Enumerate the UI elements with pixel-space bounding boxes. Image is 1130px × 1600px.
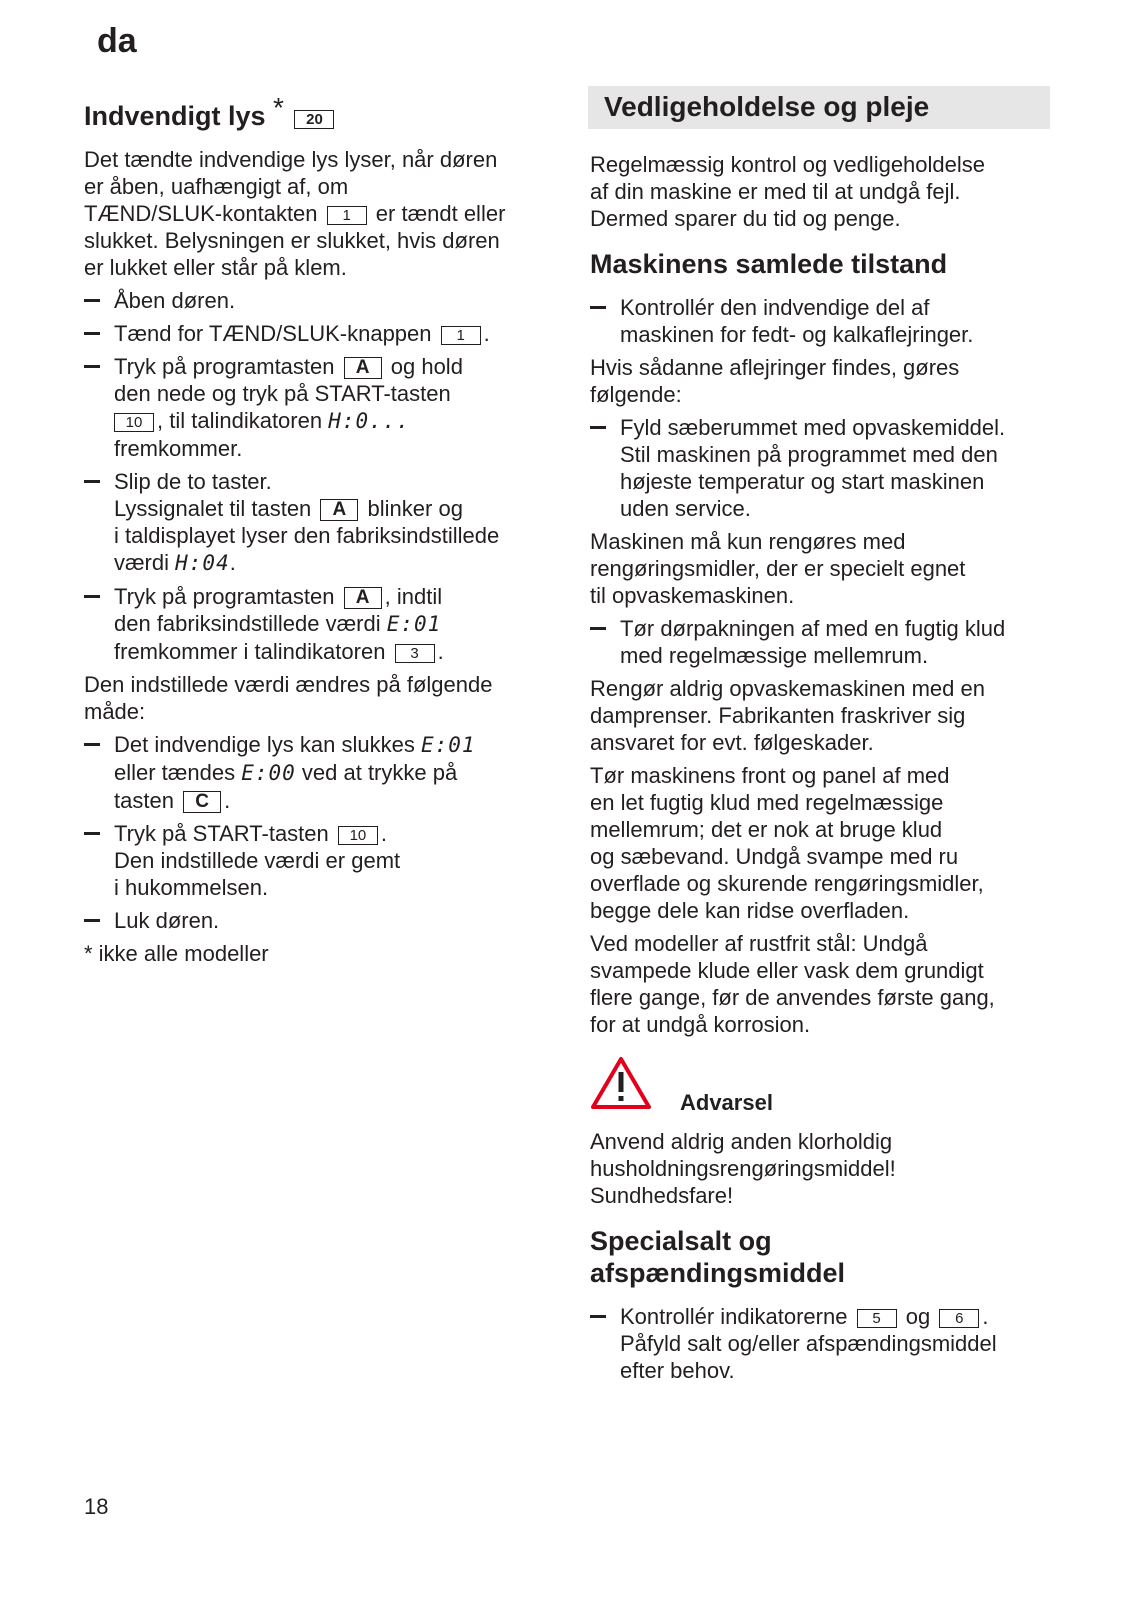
key-a-box: A [344,587,382,609]
paragraph: Rengør aldrig opvaskemaskinen med en damprenser. Fabrikanten fraskriver sig ansvaret for evt. følgeskader. [590,676,985,755]
ref-box: 10 [338,826,378,845]
warning-triangle-icon [590,1056,652,1110]
change-value-paragraph: Den indstillede værdi ændres på følgende måde: [84,672,493,724]
left-column [84,92,554,973]
list-item: Luk døren. [84,907,554,934]
key-c-box: C [183,791,221,813]
ref-box: 1 [327,206,367,225]
check-list [590,294,1050,348]
list-item: Slip de to taster. Lyssignalet til tasten A blinker og i taldisplayet lyser den fabriksindstillede værdi H:04. [84,468,554,577]
list-item: Tryk på START-tasten 10 . Den indstillede værdi er gemt i hukommelsen. [84,820,554,901]
list-item: Kontrollér indikatorerne 5 og 6 . Påfyld salt og/eller afspændingsmiddel efter behov. [590,1303,1050,1384]
warning-title: Advarsel [680,1090,773,1115]
display-value: E:00 [241,761,296,785]
section-heading-interior-light [84,92,554,132]
warning-text: Anvend aldrig anden klorholdig husholdningsrengøringsmiddel! Sundhedsfare! [590,1129,896,1208]
section-heading-maintenance: Vedligeholdelse og pleje [588,86,1050,129]
list-item: Åben døren. [84,287,554,314]
list-item: Tryk på programtasten A , indtil den fabriksindstillede værdi E:01 fremkommer i talindikatoren 3 . [84,583,554,665]
list-item: Det indvendige lys kan slukkes E:01 eller tændes E:00 ved at trykke på tasten C . [84,731,554,814]
heading-text: Indvendigt lys [84,101,266,131]
change-steps-list [84,731,554,934]
key-a-box: A [344,357,382,379]
wipe-list [590,615,1050,669]
display-value: H:04 [175,551,230,575]
display-value: H:0... [328,409,411,433]
display-value: E:01 [420,733,476,757]
intro-paragraph: Det tændte indvendige lys lyser, når døren er åben, uafhængigt af, om TÆND/SLUK-kontakten 1 er tændt eller slukket. Belysningen er slukket, hvis døren er lukket eller står på klem. [84,147,506,280]
paragraph: Tør maskinens front og panel af med en let fugtig klud med regelmæssige mellemrum; det er nok at bruge klud og sæbevand. Undgå svampe med ru overflade og skurende rengøringsmidler, begge dele kan ridse overfladen. [590,763,984,923]
ref-box: 3 [395,644,435,663]
list-item: Tør dørpakningen af med en fugtig klud med regelmæssige mellemrum. [590,615,1050,669]
paragraph: Ved modeller af rustfrit stål: Undgå svampede klude eller vask dem grundigt flere gange, før de anvendes første gang, for at undgå korrosion. [590,931,995,1037]
salt-list [590,1303,1050,1384]
footnote: * ikke alle modeller [84,941,269,966]
warning-block [590,1060,1050,1122]
paragraph: Maskinen må kun rengøres med rengøringsmidler, der er specielt egnet til opvaskemaskinen. [590,529,966,608]
paragraph: Hvis sådanne aflejringer findes, gøres følgende: [590,355,960,407]
subheading-salt-rinse-aid: Specialsalt og afspændingsmiddel [590,1226,846,1288]
list-item: Fyld sæberummet med opvaskemiddel. Stil maskinen på programmet med den højeste temperatur og start maskinen uden service. [590,414,1050,522]
display-value: E:01 [386,612,442,636]
ref-box: 10 [114,413,154,432]
ref-box: 6 [939,1309,979,1328]
list-item: Kontrollér den indvendige del af maskinen for fedt- og kalkaflejringer. [590,294,1050,348]
list-item: Tryk på programtasten A og hold den nede og tryk på START-tasten 10 , til talindikatoren H:0... fremkommer. [84,353,554,462]
key-a-box: A [320,499,358,521]
footnote-star: * [273,92,284,123]
steps-list [84,287,554,665]
fill-list [590,414,1050,522]
ref-box: 20 [294,110,334,129]
language-code: da [97,22,137,60]
page-number: 18 [84,1494,109,1519]
maintenance-intro: Regelmæssig kontrol og vedligeholdelse af din maskine er med til at undgå fejl. Dermed sparer du tid og penge. [590,152,986,231]
ref-box: 1 [441,326,481,345]
list-item: Tænd for TÆND/SLUK-knappen 1 . [84,320,554,347]
right-column [590,86,1050,1390]
subheading-overall-condition: Maskinens samlede tilstand [590,249,948,279]
ref-box: 5 [857,1309,897,1328]
